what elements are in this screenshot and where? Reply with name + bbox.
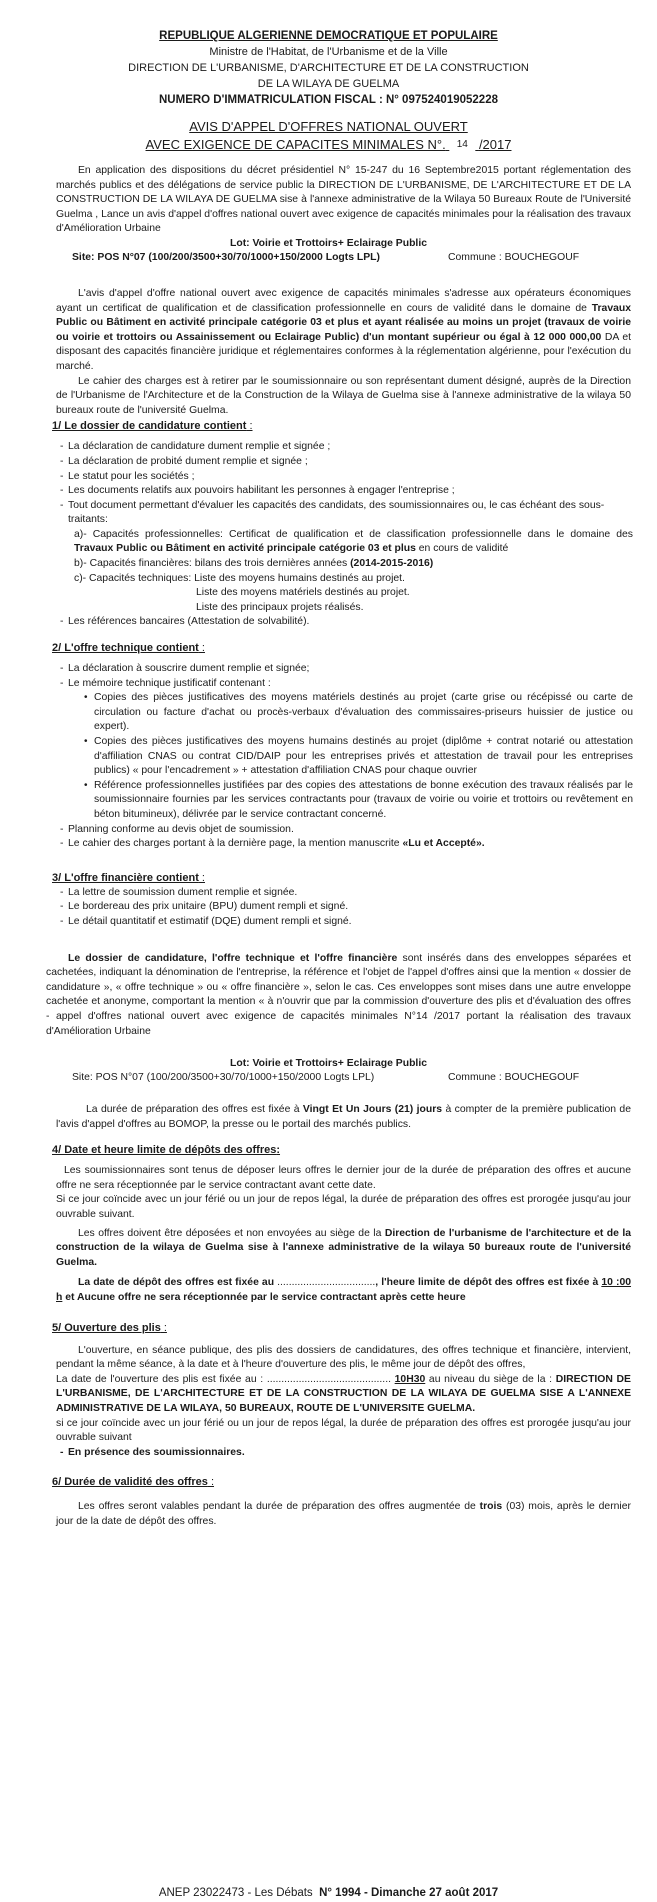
candidature-list xyxy=(0,440,657,528)
section-3-colon: : xyxy=(198,871,205,884)
section-2-colon: : xyxy=(198,642,205,655)
preparation-paragraph xyxy=(0,1103,657,1132)
validity-months-word: trois xyxy=(479,1501,503,1513)
opening-paragraph-2 xyxy=(0,1373,657,1417)
deposit-date-blank: .................................. xyxy=(277,1277,376,1289)
commune-text-repeat: Commune : BOUCHEGOUF xyxy=(448,1072,580,1084)
commune-text: Commune : BOUCHEGOUF xyxy=(448,251,580,263)
technical-offer-list-end xyxy=(0,823,657,852)
lot-line: Lot: Voirie et Trottoirs+ Eclairage Public xyxy=(230,237,427,249)
eligibility-paragraph xyxy=(0,287,657,375)
opening-text-1: L'ouverture, en séance publique, des plis des dossiers de candidatures, des offres technique et financière, intervient, pendant la même séance, à la date et à l'heure d'ouverture des plis, le même jour de dépôt des offres, xyxy=(56,1344,631,1371)
list-item: - Le mémoire technique justificatif contenant : xyxy=(60,677,633,692)
validity-paragraph xyxy=(0,1500,657,1529)
section-1-title xyxy=(0,418,657,434)
list-item: - La lettre de soumission dument remplie et signée. xyxy=(60,886,633,901)
validity-text-b: (03) mois, après le dernier jour de la date de dépôt des offres. xyxy=(56,1501,631,1527)
wilaya-line: DE LA WILAYA DE GUELMA xyxy=(257,78,400,90)
envelopes-number: 14 xyxy=(415,1010,428,1022)
section-2-title xyxy=(0,640,657,656)
opening-date-label: La date de l'ouverture des plis est fixée au : xyxy=(56,1373,267,1385)
opening-date-blank: ........................................... xyxy=(266,1373,391,1385)
cahier-mention: «Lu et Accepté». xyxy=(402,838,485,850)
site-text: Site: POS N°07 (100/200/3500+30/70/1000+150/2000 Logts LPL) xyxy=(72,251,380,263)
technical-memo-list xyxy=(0,691,657,822)
capacity-technical-item: Liste des principaux projets réalisés. xyxy=(196,601,364,613)
deposit-time-label: , l'heure limite de dépôt des offres est fixée à xyxy=(375,1277,599,1289)
bank-references-list xyxy=(0,615,657,630)
capacity-professional-suffix: en cours de validité xyxy=(415,543,509,555)
deposit-time: 10 :00 h xyxy=(56,1277,632,1304)
section-3-title xyxy=(0,870,657,886)
list-item: - Les références bancaires (Attestation de solvabilité). xyxy=(60,615,633,630)
notice-title-line2 xyxy=(0,136,657,154)
section-4-colon: : xyxy=(276,1144,281,1157)
capacity-professional xyxy=(0,528,657,557)
opening-time: 10H30 xyxy=(394,1373,426,1385)
fiscal-number: NUMERO D'IMMATRICULATION FISCAL : N° 097524019052228 xyxy=(159,94,498,106)
section-6-title xyxy=(0,1474,657,1490)
section-5-colon: : xyxy=(160,1321,167,1334)
republic-heading: REPUBLIQUE ALGERIENNE DEMOCRATIQUE ET POPULAIRE xyxy=(159,30,498,42)
list-item xyxy=(60,837,633,852)
specs-withdrawal-paragraph xyxy=(0,375,657,419)
eligibility-text-bold: Travaux Public ou Bâtiment en activité principale catégorie 03 et plus et ayant réalisée au moins un projet (travaux de voirie ou voirie et trottoirs ou Assainissement ou Eclairage Public) d'un montant supérieur ou égal à 12 000 000,00 xyxy=(56,302,631,343)
eligibility-text-a: L'avis d'appel d'offre national ouvert avec exigence de capacités minimales s'adresse aux opérateurs économiques ayant un certificat de qualification et de classification professionnelle en cours de validité dans le domaine de xyxy=(56,287,631,314)
list-item: - La déclaration de probité dument remplie et signée ; xyxy=(60,455,633,470)
footer-anep: ANEP 23022473 - Les Débats xyxy=(158,1887,313,1899)
section-6-colon: : xyxy=(207,1476,215,1489)
section-3-title-text: 3/ L'offre financière contient xyxy=(52,871,199,884)
capacity-technical-item: Liste des moyens matériels destinés au projet. xyxy=(196,587,410,599)
list-item: - Le bordereau des prix unitaire (BPU) dument rempli et signé. xyxy=(60,900,633,915)
section-4-title-text: 4/ Date et heure limite de dépôts des offres xyxy=(52,1144,277,1157)
list-item: - Planning conforme au devis objet de soumission. xyxy=(60,823,633,838)
list-item: • Copies des pièces justificatives des moyens humains destinés au projet (diplôme + contrat notarié ou attestation d'affiliation CNAS ou contrat CID/DAIP pour les entreprises privés et attestation de travail pour les entreprises publics) « pour l'encadrement » + attestation d'affiliation CNAS pour chaque ouvrier xyxy=(84,735,633,779)
list-item: - Le détail quantitatif et estimatif (DQE) dument rempli et signé. xyxy=(60,915,633,930)
section-4-title xyxy=(0,1142,657,1158)
capacity-financial-years: (2014-2015-2016) xyxy=(350,558,434,570)
letterhead xyxy=(0,28,657,108)
preparation-text-b: à compter de la première publication de l'avis d'appel d'offres au BOMOP, la presse ou le portail des marchés publics. xyxy=(56,1104,631,1130)
capacity-financial-text: b)- Capacités financières: bilans des trois dernières années xyxy=(74,558,351,570)
preparation-text-a: La durée de préparation des offres est fixée à xyxy=(86,1104,303,1116)
financial-offer-list xyxy=(0,886,657,930)
section-1-colon: : xyxy=(246,420,253,433)
deposit-time-note: et Aucune offre ne sera réceptionnée par le service contractant après cette heure xyxy=(62,1292,466,1304)
title-prefix: AVEC EXIGENCE DE CAPACITES MINIMALES N°. xyxy=(145,137,446,152)
lot-line-repeat: Lot: Voirie et Trottoirs+ Eclairage Public xyxy=(230,1058,427,1070)
envelopes-bold: Le dossier de candidature, l'offre technique et l'offre financière xyxy=(68,952,398,964)
envelopes-text: sont insérés dans des enveloppes séparées et cachetées, indiquant la dénomination de l'entreprise, la référence et l'objet de l'appel d'offres ainsi que la mention « dossier de candidature », « offre technique » ou « offre financière », selon le cas. Ces enveloppes sont mises dans une autre enveloppe cachetée et anonyme, comportant la mention « à n'ouvrir que par la commission d'ouverture des plis et d'évaluation des offres - appel d'offres national ouvert avec exigence de capacités minimales N° xyxy=(46,952,631,1022)
section-6-title-text: 6/ Durée de validité des offres xyxy=(52,1476,208,1489)
ministry-line: Ministre de l'Habitat, de l'Urbanisme et de la Ville xyxy=(209,46,448,58)
deposit-paragraph-2: Si ce jour coïncide avec un jour férié ou un jour de repos légal, la durée de préparation des offres est prorogée jusqu'au jour ouvrable suivant. xyxy=(56,1194,631,1221)
section-1-title-text: 1/ Le dossier de candidature contient xyxy=(52,420,247,433)
capacity-technical: c)- Capacités techniques: Liste des moyens humains destinés au projet. xyxy=(74,572,405,584)
deposit-date-label: La date de dépôt des offres est fixée au xyxy=(78,1277,278,1289)
intro-text: En application des dispositions du décret présidentiel N° 15-247 du 16 Septembre2015 portant réglementation des marchés publics et des délégations de service public la DIRECTION DE L'URBANISME, DE L'ARCHITECTURE ET DE LA CONSTRUCTION DE LA WILAYA DE GUELMA sise à l'annexe administrative de la Wilaya 50 Bureaux Route de l'Université Guelma , Lance un avis d'appel d'offres national ouvert avec exigence de capacités minimales pour la réalisation des travaux d'Amélioration Urbaine xyxy=(56,165,631,235)
list-item: - Les documents relatifs aux pouvoirs habilitant les personnes à engager l'entreprise ; xyxy=(60,484,633,499)
deposit-paragraph-4 xyxy=(0,1276,657,1305)
specs-withdrawal-text: Le cahier des charges est à retirer par le soumissionnaire ou son représentant dument désigné, auprès de la Direction de l'Urbanisme de l'Architecture et de la Construction de la Wilaya de Guelma sise à l'annexe administrative de la wilaya 50 bureaux route de l'université Guelma. xyxy=(56,375,631,416)
deposit-paragraph-3 xyxy=(0,1227,657,1271)
footer-issue: N° 1994 - Dimanche 27 août 2017 xyxy=(319,1887,499,1899)
intro-paragraph xyxy=(0,164,657,237)
opening-place-label: au niveau du siège de la : xyxy=(425,1373,556,1385)
validity-text-a: Les offres seront valables pendant la durée de préparation des offres augmentée de xyxy=(78,1501,480,1513)
capacity-financial xyxy=(0,557,657,572)
section-5-title xyxy=(0,1320,657,1336)
deposit-address: Direction de l'urbanisme de l'architecture et de la construction de la wilaya de Guelma sise à l'annexe administrative de la wilaya 50 bureaux route de l'université Guelma. xyxy=(56,1227,631,1268)
list-item: - En présence des soumissionnaires. xyxy=(60,1446,633,1461)
preparation-duration: Vingt Et Un Jours (21) jours xyxy=(302,1104,443,1116)
site-line xyxy=(0,251,657,265)
capacity-professional-text: a)- Capacités professionnelles: Certificat de qualification et de classification professionnelle dans le domaine des xyxy=(74,528,633,540)
section-5-title-text: 5/ Ouverture des plis xyxy=(52,1321,161,1334)
deposit-paragraph-1 xyxy=(0,1164,657,1193)
publication-footer xyxy=(0,1884,657,1902)
deposit-text-3: Les offres doivent être déposées et non envoyées au siège de la xyxy=(78,1227,385,1239)
envelopes-paragraph xyxy=(0,952,657,1040)
capacity-professional-bold: Travaux Public ou Bâtiment en activité principale catégorie 03 et plus xyxy=(74,543,416,555)
list-item: • Référence professionnelles justifiées par des copies des attestations de bonne exécution des travaux réalisés par le soumissionnaire fournies par les services contractants pour (travaux de voirie ou voirie et trottoirs ou revêtement en béton bitumineux), délivrée par le service contractant concerné. xyxy=(84,779,633,823)
notice-title-line1: AVIS D'APPEL D'OFFRES NATIONAL OUVERT xyxy=(189,119,468,134)
cahier-text: Le cahier des charges portant à la dernière page, la mention manuscrite xyxy=(68,838,403,850)
eligibility-text-c: DA et disposant des capacités financière juridique et réglementaires conformes à la réglementation algérienne, pour l'exécution du marché. xyxy=(56,331,631,372)
opening-paragraph-1 xyxy=(0,1344,657,1373)
site-text-repeat: Site: POS N°07 (100/200/3500+30/70/1000+150/2000 Logts LPL) xyxy=(72,1072,375,1084)
list-item: - La déclaration à souscrire dument remplie et signée; xyxy=(60,662,633,677)
technical-offer-list xyxy=(0,662,657,691)
title-year: /2017 xyxy=(478,137,512,152)
opening-address: DIRECTION DE L'URBANISME, DE L'ARCHITECTURE ET DE LA CONSTRUCTION DE LA WILAYA DE GUELMA SISE A L'ANNEXE ADMINISTRATIVE DE LA WILAYA, 50 BUREAUX, ROUTE DE L'UNIVERSITE GUELMA. xyxy=(56,1373,631,1414)
list-item: - La déclaration de candidature dument remplie et signée ; xyxy=(60,440,633,455)
list-item: - Tout document permettant d'évaluer les capacités des candidats, des soumissionnaires ou, le cas échéant des sous-traitants: xyxy=(60,499,633,528)
list-item: • Copies des pièces justificatives des moyens matériels destinés au projet (carte grise ou récépissé ou carte de circulation ou facture d'achat ou procès-verbaux d'évaluation des commissaires-priseurs huissier de justice ou expert). xyxy=(84,691,633,735)
deposit-text-1: Les soumissionnaires sont tenus de déposer leurs offres le dernier jour de la durée de préparation des offres et aucune offre ne sera réceptionnée par le service contractant avant cette date. xyxy=(56,1165,631,1191)
direction-line: DIRECTION DE L'URBANISME, D'ARCHITECTURE ET DE LA CONSTRUCTION xyxy=(128,62,529,74)
notice-number: 14 xyxy=(456,139,468,150)
opening-presence-list xyxy=(0,1446,657,1461)
section-2-title-text: 2/ L'offre technique contient xyxy=(52,642,199,655)
site-line-repeat xyxy=(0,1071,657,1085)
envelopes-end: /2017 portant la réalisation des travaux d'Amélioration Urbaine xyxy=(46,1010,631,1037)
notice-title xyxy=(0,118,657,154)
opening-paragraph-3: si ce jour coïncide avec un jour férié ou un jour de repos légal, la durée de préparation des offres est prorogée jusqu'au jour ouvrable suivant xyxy=(56,1417,631,1444)
list-item: - Le statut pour les sociétés ; xyxy=(60,470,633,485)
